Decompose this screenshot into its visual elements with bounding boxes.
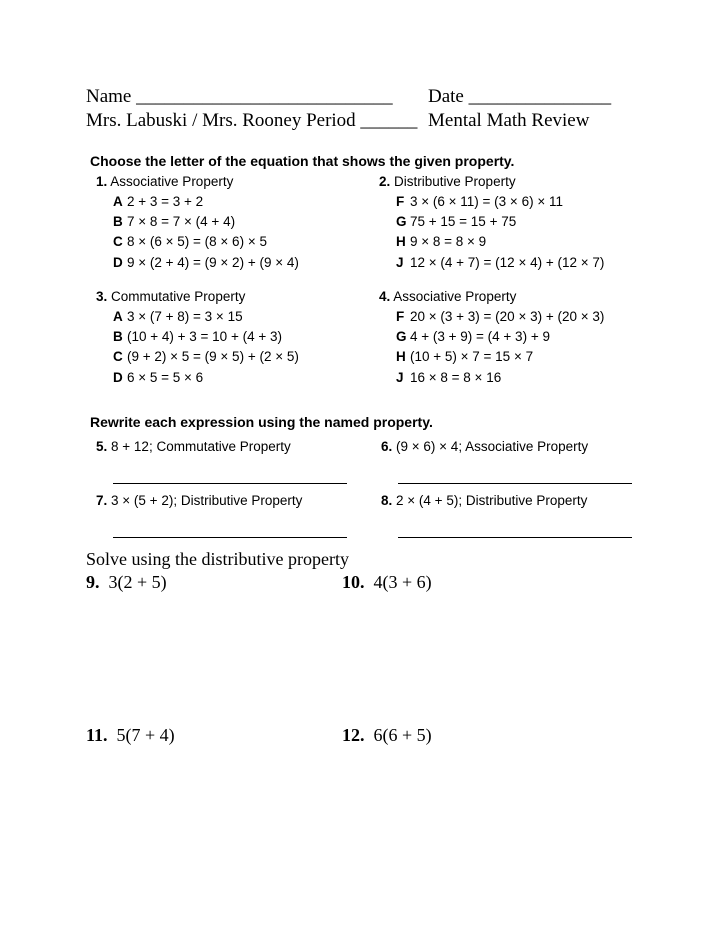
problem-text: 2 × (4 + 5); Distributive Property xyxy=(396,493,588,508)
option-text: 8 × (6 × 5) = (8 × 6) × 5 xyxy=(127,234,267,249)
option-letter: B xyxy=(113,329,123,344)
problem-text: 5(7 + 4) xyxy=(116,725,175,745)
option-row xyxy=(113,234,267,249)
option-letter: D xyxy=(113,370,123,385)
problem-3-title xyxy=(96,289,245,304)
problem-text: 8 + 12; Commutative Property xyxy=(111,439,291,454)
problem-10 xyxy=(342,572,432,593)
problem-number: 6. xyxy=(381,439,393,454)
option-row xyxy=(396,370,501,385)
option-letter: G xyxy=(396,329,407,344)
teacher-period-line: Mrs. Labuski / Mrs. Rooney Period ______ xyxy=(86,110,418,131)
problem-number: 9. xyxy=(86,572,100,592)
answer-line-6[interactable] xyxy=(398,483,632,484)
problem-text: 3(2 + 5) xyxy=(108,572,167,592)
problem-2-title xyxy=(379,174,516,189)
property-name: Distributive Property xyxy=(394,174,516,189)
section1-instruction: Choose the letter of the equation that shows the given property. xyxy=(90,153,515,169)
option-letter: A xyxy=(113,194,123,209)
option-row xyxy=(396,255,604,270)
option-letter: F xyxy=(396,309,405,324)
option-row xyxy=(396,194,563,209)
problem-number: 7. xyxy=(96,493,108,508)
problem-text: 4(3 + 6) xyxy=(373,572,432,592)
option-text: 3 × (6 × 11) = (3 × 6) × 11 xyxy=(410,194,563,209)
option-row xyxy=(396,214,516,229)
option-row xyxy=(113,309,243,324)
option-text: 75 + 15 = 15 + 75 xyxy=(410,214,517,229)
option-row xyxy=(396,349,533,364)
option-letter: F xyxy=(396,194,405,209)
worksheet-title: Mental Math Review xyxy=(428,110,590,131)
problem-text: 3 × (5 + 2); Distributive Property xyxy=(111,493,303,508)
option-letter: D xyxy=(113,255,123,270)
problem-12 xyxy=(342,725,432,746)
option-letter: H xyxy=(396,234,406,249)
problem-number: 12. xyxy=(342,725,365,745)
option-letter: C xyxy=(113,349,123,364)
option-row xyxy=(113,194,203,209)
option-letter: B xyxy=(113,214,123,229)
problem-number: 5. xyxy=(96,439,108,454)
problem-number: 4. xyxy=(379,289,391,304)
option-text: 7 × 8 = 7 × (4 + 4) xyxy=(127,214,236,229)
problem-number: 1. xyxy=(96,174,108,189)
option-row xyxy=(396,234,486,249)
option-text: (10 + 5) × 7 = 15 × 7 xyxy=(410,349,534,364)
property-name: Associative Property xyxy=(393,289,517,304)
problem-9 xyxy=(86,572,167,593)
problem-text: (9 × 6) × 4; Associative Property xyxy=(396,439,589,454)
answer-line-7[interactable] xyxy=(113,537,347,538)
option-letter: C xyxy=(113,234,123,249)
section2-instruction: Rewrite each expression using the named property. xyxy=(90,414,433,430)
problem-4-title xyxy=(379,289,516,304)
property-name: Commutative Property xyxy=(111,289,246,304)
option-row xyxy=(113,255,299,270)
option-text: 12 × (4 + 7) = (12 × 4) + (12 × 7) xyxy=(410,255,605,270)
answer-line-8[interactable] xyxy=(398,537,632,538)
problem-11 xyxy=(86,725,175,746)
problem-number: 3. xyxy=(96,289,108,304)
problem-6 xyxy=(381,439,588,454)
problem-text: 6(6 + 5) xyxy=(373,725,432,745)
option-text: 9 × 8 = 8 × 9 xyxy=(410,234,487,249)
option-row xyxy=(113,349,299,364)
option-letter: J xyxy=(396,255,404,270)
option-letter: A xyxy=(113,309,123,324)
answer-line-5[interactable] xyxy=(113,483,347,484)
option-text: 20 × (3 + 3) = (20 × 3) + (20 × 3) xyxy=(410,309,605,324)
option-text: 3 × (7 + 8) = 3 × 15 xyxy=(127,309,243,324)
problem-5 xyxy=(96,439,291,454)
problem-number: 8. xyxy=(381,493,393,508)
option-text: 6 × 5 = 5 × 6 xyxy=(127,370,204,385)
problem-number: 2. xyxy=(379,174,391,189)
problem-1-title xyxy=(96,174,233,189)
option-text: 2 + 3 = 3 + 2 xyxy=(127,194,204,209)
option-text: (10 + 4) + 3 = 10 + (4 + 3) xyxy=(127,329,282,344)
option-row xyxy=(113,329,282,344)
property-name: Associative Property xyxy=(110,174,234,189)
problem-7 xyxy=(96,493,302,508)
option-row xyxy=(113,370,203,385)
option-text: 4 + (3 + 9) = (4 + 3) + 9 xyxy=(410,329,550,344)
option-row xyxy=(113,214,235,229)
date-field-label: Date _______________ xyxy=(428,86,612,107)
option-row xyxy=(396,309,604,324)
option-text: (9 + 2) × 5 = (9 × 5) + (2 × 5) xyxy=(127,349,299,364)
name-field-label: Name ___________________________ xyxy=(86,86,393,107)
option-row xyxy=(396,329,550,344)
problem-number: 10. xyxy=(342,572,365,592)
option-text: 9 × (2 + 4) = (9 × 2) + (9 × 4) xyxy=(127,255,299,270)
problem-number: 11. xyxy=(86,725,108,745)
section3-instruction: Solve using the distributive property xyxy=(86,549,349,569)
option-letter: J xyxy=(396,370,404,385)
problem-8 xyxy=(381,493,587,508)
option-letter: H xyxy=(396,349,406,364)
option-letter: G xyxy=(396,214,407,229)
option-text: 16 × 8 = 8 × 16 xyxy=(410,370,502,385)
